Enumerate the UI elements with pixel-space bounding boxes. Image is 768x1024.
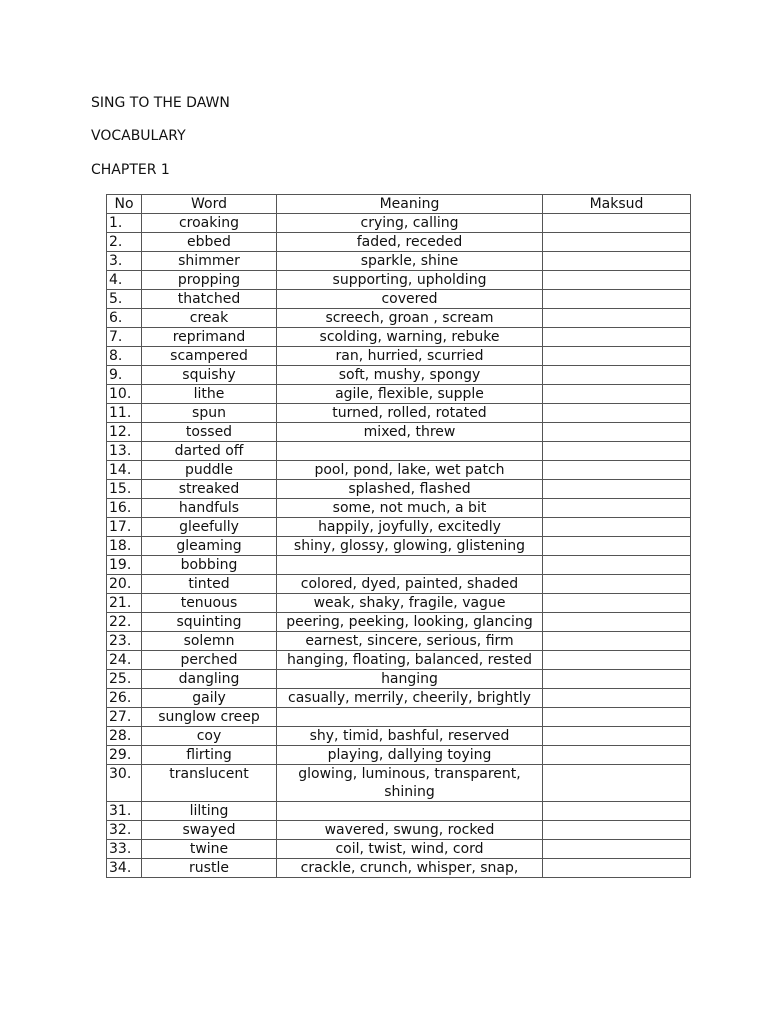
vocab-word: squishy <box>142 366 277 385</box>
row-number: 18. <box>107 537 142 556</box>
maksud-cell <box>543 727 691 746</box>
row-number: 11. <box>107 404 142 423</box>
document-title: SING TO THE DAWN <box>91 95 230 111</box>
table-row <box>107 746 691 765</box>
vocab-word: squinting <box>142 613 277 632</box>
table-row <box>107 670 691 689</box>
word-meaning: casually, merrily, cheerily, brightly <box>277 689 543 708</box>
vocab-word: rustle <box>142 859 277 878</box>
vocab-word: shimmer <box>142 252 277 271</box>
row-number: 28. <box>107 727 142 746</box>
word-meaning: ran, hurried, scurried <box>277 347 543 366</box>
table-row <box>107 423 691 442</box>
table-body <box>107 214 691 878</box>
vocab-word: ebbed <box>142 233 277 252</box>
table-row <box>107 537 691 556</box>
row-number: 22. <box>107 613 142 632</box>
maksud-cell <box>543 821 691 840</box>
row-number: 6. <box>107 309 142 328</box>
table-row <box>107 309 691 328</box>
maksud-cell <box>543 328 691 347</box>
header-meaning: Meaning <box>277 195 543 214</box>
table-row <box>107 518 691 537</box>
row-number: 30. <box>107 765 142 802</box>
row-number: 5. <box>107 290 142 309</box>
vocab-word: croaking <box>142 214 277 233</box>
vocab-word: creak <box>142 309 277 328</box>
vocab-word: flirting <box>142 746 277 765</box>
vocab-word: dangling <box>142 670 277 689</box>
row-number: 19. <box>107 556 142 575</box>
word-meaning: sparkle, shine <box>277 252 543 271</box>
table-row <box>107 859 691 878</box>
vocab-word: gleaming <box>142 537 277 556</box>
vocab-word: gleefully <box>142 518 277 537</box>
vocab-word: translucent <box>142 765 277 802</box>
table-row <box>107 613 691 632</box>
maksud-cell <box>543 233 691 252</box>
table-row <box>107 802 691 821</box>
row-number: 34. <box>107 859 142 878</box>
vocab-word: sunglow creep <box>142 708 277 727</box>
word-meaning <box>277 556 543 575</box>
table-row <box>107 347 691 366</box>
word-meaning: faded, receded <box>277 233 543 252</box>
vocab-word: handfuls <box>142 499 277 518</box>
word-meaning: wavered, swung, rocked <box>277 821 543 840</box>
table-row <box>107 442 691 461</box>
maksud-cell <box>543 271 691 290</box>
vocab-word: streaked <box>142 480 277 499</box>
table-row <box>107 727 691 746</box>
row-number: 8. <box>107 347 142 366</box>
word-meaning: shiny, glossy, glowing, glistening <box>277 537 543 556</box>
row-number: 26. <box>107 689 142 708</box>
maksud-cell <box>543 746 691 765</box>
vocab-word: tossed <box>142 423 277 442</box>
word-meaning <box>277 442 543 461</box>
word-meaning: turned, rolled, rotated <box>277 404 543 423</box>
maksud-cell <box>543 480 691 499</box>
table-row <box>107 233 691 252</box>
word-meaning: playing, dallying toying <box>277 746 543 765</box>
maksud-cell <box>543 632 691 651</box>
maksud-cell <box>543 252 691 271</box>
row-number: 15. <box>107 480 142 499</box>
header-maksud: Maksud <box>543 195 691 214</box>
maksud-cell <box>543 670 691 689</box>
row-number: 12. <box>107 423 142 442</box>
word-meaning: hanging, floating, balanced, rested <box>277 651 543 670</box>
word-meaning: glowing, luminous, transparent, shining <box>277 765 543 802</box>
header-no: No <box>107 195 142 214</box>
table-row <box>107 214 691 233</box>
maksud-cell <box>543 461 691 480</box>
word-meaning <box>277 708 543 727</box>
word-meaning: screech, groan , scream <box>277 309 543 328</box>
word-meaning: hanging <box>277 670 543 689</box>
row-number: 16. <box>107 499 142 518</box>
table-row <box>107 271 691 290</box>
table-row <box>107 651 691 670</box>
table-row <box>107 556 691 575</box>
vocab-word: puddle <box>142 461 277 480</box>
maksud-cell <box>543 594 691 613</box>
table-row <box>107 708 691 727</box>
vocab-word: swayed <box>142 821 277 840</box>
table-row <box>107 328 691 347</box>
maksud-cell <box>543 651 691 670</box>
word-meaning: shy, timid, bashful, reserved <box>277 727 543 746</box>
vocab-word: solemn <box>142 632 277 651</box>
vocab-word: darted off <box>142 442 277 461</box>
row-number: 32. <box>107 821 142 840</box>
table-row <box>107 461 691 480</box>
vocab-word: scampered <box>142 347 277 366</box>
word-meaning: weak, shaky, fragile, vague <box>277 594 543 613</box>
row-number: 25. <box>107 670 142 689</box>
row-number: 31. <box>107 802 142 821</box>
vocab-word: lithe <box>142 385 277 404</box>
row-number: 33. <box>107 840 142 859</box>
row-number: 13. <box>107 442 142 461</box>
maksud-cell <box>543 708 691 727</box>
table-header-row <box>107 195 691 214</box>
vocab-word: bobbing <box>142 556 277 575</box>
maksud-cell <box>543 840 691 859</box>
word-meaning: mixed, threw <box>277 423 543 442</box>
vocab-word: spun <box>142 404 277 423</box>
vocab-word: propping <box>142 271 277 290</box>
row-number: 21. <box>107 594 142 613</box>
maksud-cell <box>543 290 691 309</box>
maksud-cell <box>543 214 691 233</box>
table-row <box>107 480 691 499</box>
word-meaning: scolding, warning, rebuke <box>277 328 543 347</box>
word-meaning: peering, peeking, looking, glancing <box>277 613 543 632</box>
vocab-word: coy <box>142 727 277 746</box>
maksud-cell <box>543 366 691 385</box>
maksud-cell <box>543 518 691 537</box>
header-word: Word <box>142 195 277 214</box>
maksud-cell <box>543 309 691 328</box>
word-meaning: agile, flexible, supple <box>277 385 543 404</box>
maksud-cell <box>543 347 691 366</box>
table-row <box>107 575 691 594</box>
vocab-word: gaily <box>142 689 277 708</box>
vocab-word: reprimand <box>142 328 277 347</box>
maksud-cell <box>543 689 691 708</box>
row-number: 4. <box>107 271 142 290</box>
table-row <box>107 840 691 859</box>
chapter-heading: CHAPTER 1 <box>91 162 170 178</box>
row-number: 17. <box>107 518 142 537</box>
row-number: 2. <box>107 233 142 252</box>
row-number: 29. <box>107 746 142 765</box>
row-number: 7. <box>107 328 142 347</box>
vocab-word: tinted <box>142 575 277 594</box>
word-meaning <box>277 802 543 821</box>
row-number: 10. <box>107 385 142 404</box>
vocab-word: tenuous <box>142 594 277 613</box>
row-number: 9. <box>107 366 142 385</box>
table-row <box>107 385 691 404</box>
maksud-cell <box>543 537 691 556</box>
word-meaning: happily, joyfully, excitedly <box>277 518 543 537</box>
maksud-cell <box>543 404 691 423</box>
vocab-word: twine <box>142 840 277 859</box>
word-meaning: crackle, crunch, whisper, snap, <box>277 859 543 878</box>
word-meaning: splashed, flashed <box>277 480 543 499</box>
maksud-cell <box>543 385 691 404</box>
maksud-cell <box>543 423 691 442</box>
document-subtitle: VOCABULARY <box>91 128 186 144</box>
table-row <box>107 689 691 708</box>
maksud-cell <box>543 765 691 802</box>
word-meaning: pool, pond, lake, wet patch <box>277 461 543 480</box>
word-meaning: colored, dyed, painted, shaded <box>277 575 543 594</box>
word-meaning: some, not much, a bit <box>277 499 543 518</box>
word-meaning: crying, calling <box>277 214 543 233</box>
table-row <box>107 366 691 385</box>
table-row <box>107 821 691 840</box>
vocabulary-table <box>106 194 691 878</box>
table-row <box>107 252 691 271</box>
table-row <box>107 404 691 423</box>
row-number: 24. <box>107 651 142 670</box>
word-meaning: coil, twist, wind, cord <box>277 840 543 859</box>
vocab-word: lilting <box>142 802 277 821</box>
row-number: 20. <box>107 575 142 594</box>
vocab-word: perched <box>142 651 277 670</box>
maksud-cell <box>543 575 691 594</box>
table-row <box>107 632 691 651</box>
row-number: 14. <box>107 461 142 480</box>
maksud-cell <box>543 613 691 632</box>
table-row <box>107 290 691 309</box>
maksud-cell <box>543 556 691 575</box>
maksud-cell <box>543 442 691 461</box>
row-number: 27. <box>107 708 142 727</box>
vocab-word: thatched <box>142 290 277 309</box>
table-row <box>107 594 691 613</box>
row-number: 1. <box>107 214 142 233</box>
maksud-cell <box>543 499 691 518</box>
row-number: 3. <box>107 252 142 271</box>
table-row <box>107 765 691 802</box>
word-meaning: earnest, sincere, serious, firm <box>277 632 543 651</box>
word-meaning: supporting, upholding <box>277 271 543 290</box>
word-meaning: soft, mushy, spongy <box>277 366 543 385</box>
maksud-cell <box>543 802 691 821</box>
word-meaning: covered <box>277 290 543 309</box>
table-row <box>107 499 691 518</box>
maksud-cell <box>543 859 691 878</box>
row-number: 23. <box>107 632 142 651</box>
